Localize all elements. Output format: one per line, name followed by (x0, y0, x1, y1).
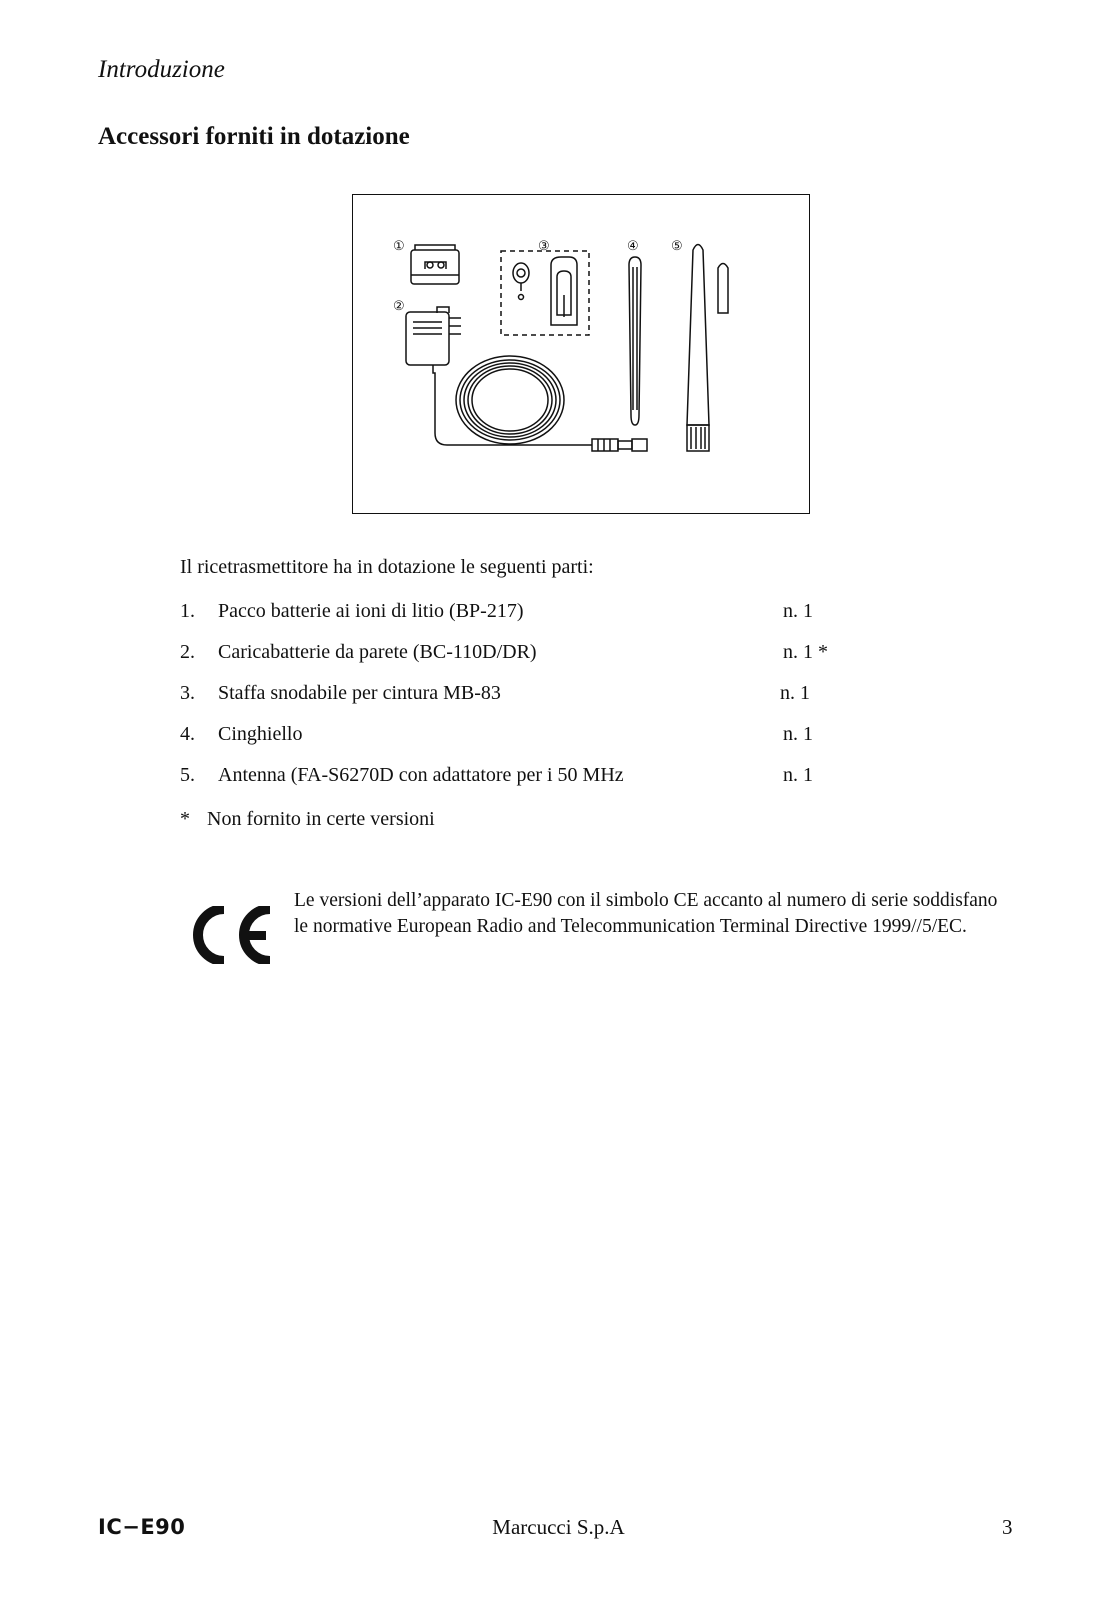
wall-charger-drawing (406, 307, 647, 451)
callout-2: ② (393, 299, 405, 314)
callout-1: ① (393, 239, 405, 254)
item-quantity: n. 1 (783, 723, 813, 745)
item-quantity: n. 1 (783, 600, 813, 622)
page-title: Accessori forniti in dotazione (98, 123, 410, 150)
accessories-figure (352, 194, 810, 514)
item-quantity: n. 1 (780, 682, 810, 704)
callout-4: ④ (627, 239, 639, 254)
footnote-mark: * (180, 808, 190, 830)
item-description: Antenna (FA-S6270D con adattatore per i 50 MHz (218, 764, 624, 786)
item-description: Caricabatterie da parete (BC-110D/DR) (218, 641, 537, 663)
item-number: 3. (180, 682, 195, 704)
footer-company: Marcucci S.p.A (492, 1515, 625, 1539)
item-number: 1. (180, 600, 195, 622)
belt-clip-drawing (501, 251, 589, 335)
item-description: Cinghiello (218, 723, 303, 745)
section-label: Introduzione (98, 56, 225, 83)
item-number: 4. (180, 723, 195, 745)
accessories-intro: Il ricetrasmettitore ha in dotazione le seguenti parti: (180, 556, 594, 578)
item-quantity: n. 1 * (783, 641, 828, 663)
footer-model: IC−E90 (98, 1515, 186, 1539)
antenna-drawing (687, 245, 728, 452)
ce-statement: Le versioni dell’apparato IC-E90 con il simbolo CE accanto al numero di serie soddisfano le normative European Radio and Telecommunication Terminal Directive 1999//5/EC. (294, 890, 998, 937)
accessories-illustration (353, 195, 811, 515)
hand-strap-drawing (629, 257, 641, 425)
ce-mark-logo (190, 906, 274, 964)
callout-5: ⑤ (671, 239, 683, 254)
page-number: 3 (1002, 1515, 1013, 1539)
item-number: 2. (180, 641, 195, 663)
battery-pack-drawing (411, 245, 459, 284)
item-quantity: n. 1 (783, 764, 813, 786)
footnote-text: Non fornito in certe versioni (207, 808, 435, 830)
item-number: 5. (180, 764, 195, 786)
item-description: Pacco batterie ai ioni di litio (BP-217) (218, 600, 524, 622)
callout-3: ③ (538, 239, 550, 254)
item-description: Staffa snodabile per cintura MB-83 (218, 682, 501, 704)
